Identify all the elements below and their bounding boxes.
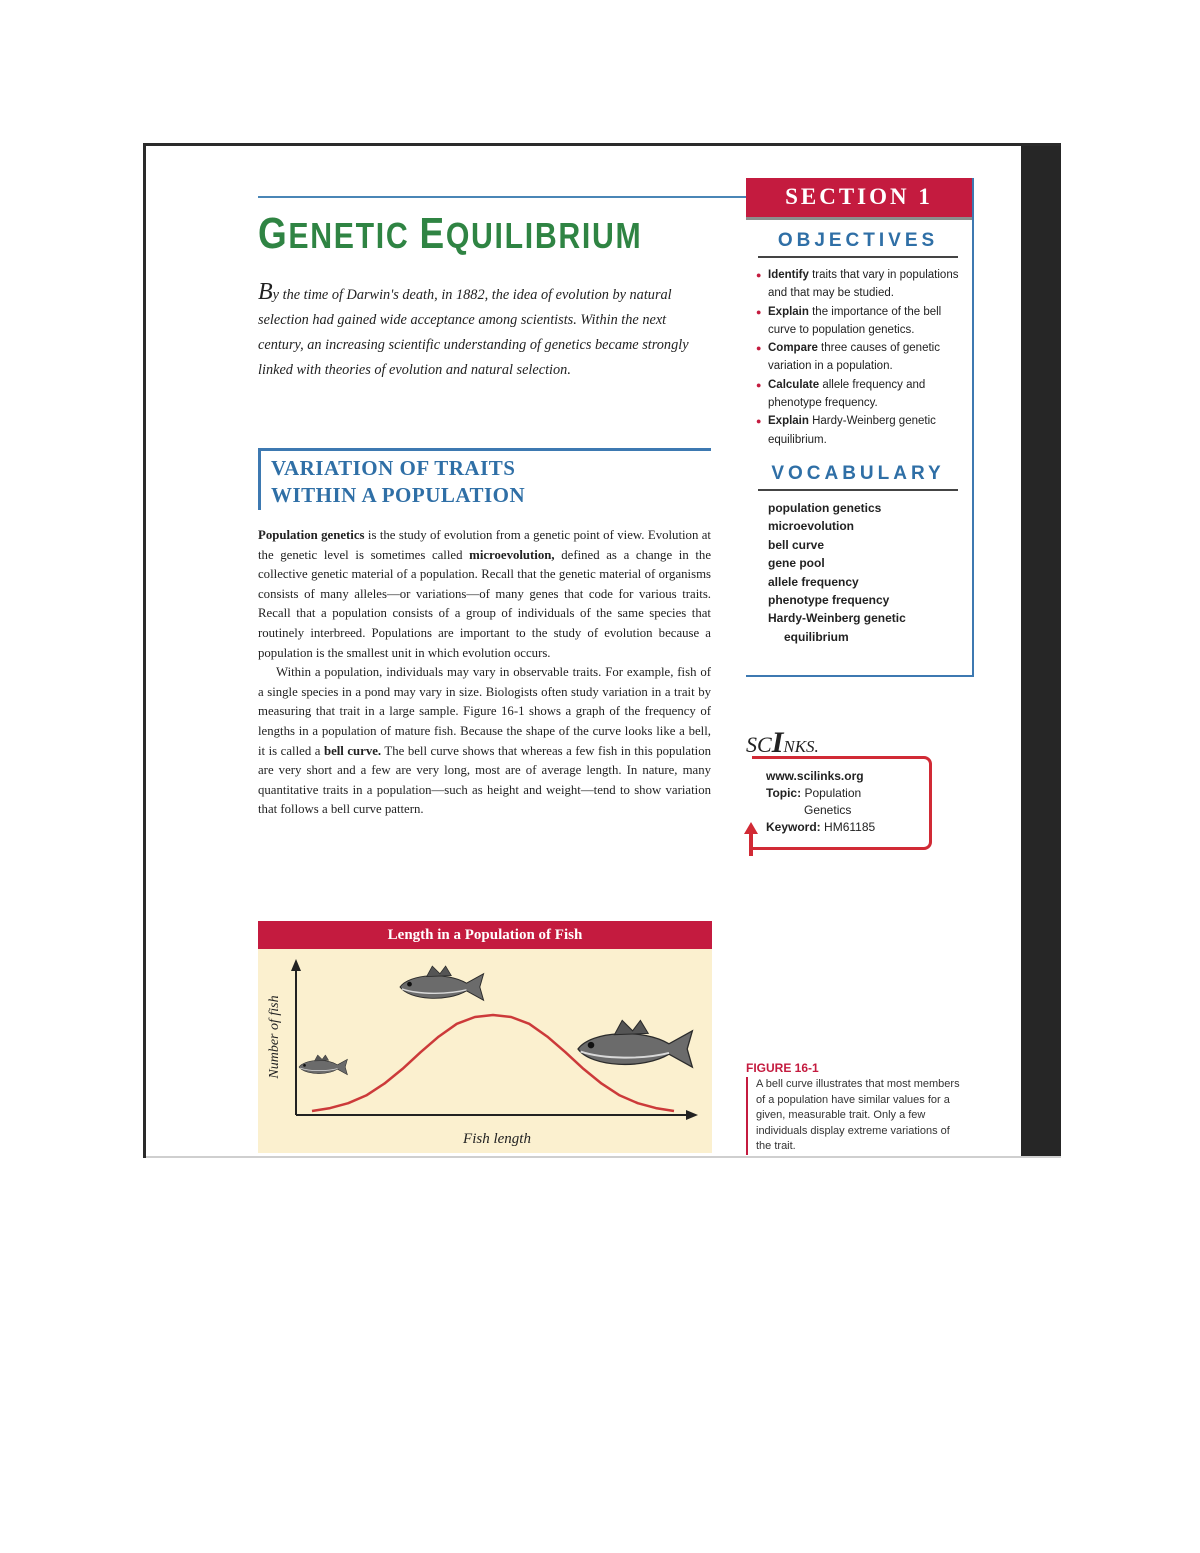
vocabulary-heading: VOCABULARY xyxy=(758,461,958,491)
intro-drop-letter: B xyxy=(258,279,273,305)
intro-paragraph: By the time of Darwin's death, in 1882, the idea of evolution by natural selection had gained wide acceptance among scientists. Within the next century, an increasing scientific understanding of genetics became strongly linked with theories of evolution and natural selection. xyxy=(258,279,689,378)
vocab-item: population genetics xyxy=(768,500,882,515)
vocab-item: Hardy-Weinberg genetic xyxy=(768,611,906,626)
body-paragraph-2: Within a population, individuals may vary in observable traits. For example, fish of a single species in a pond may vary in size. Biologists often study variation in a trait by measuring that trait in a large sample. Figure 16-1 shows a graph of the frequency of lengths in a population of mature fish. Because the shape of the curve looks like a bell, it is called a bell curve. The bell curve shows that whereas a few fish in this population are very short and a few are very long, most are of average length. In nature, many quantitative traits in a population—such as height and weight—tend to show variation that follows a bell curve pattern. xyxy=(258,665,711,817)
x-axis-arrow-icon xyxy=(686,1110,698,1120)
vocab-item: gene pool xyxy=(768,556,825,571)
body-paragraph-1: Population genetics is the study of evolution from a genetic point of view. Evolution at the genetic level is sometimes called microevolution, defined as a change in the collective genetic material of a population. Recall that the genetic material of organisms consists of many alleles—or variations—of many genes that code for various traits. Recall that a population consists of a group of individuals of the same species that routinely interbreed. Populations are important to the study of evolution because a population is the smallest unit in which evolution occurs. xyxy=(258,528,712,660)
scilinks-keyword: Keyword: HM61185 xyxy=(766,820,876,834)
objective-item: ● Compare three causes of genetic variation in a population. xyxy=(754,339,962,376)
objective-item: ● Explain Hardy-Weinberg genetic equilibrium. xyxy=(754,412,962,449)
fish-short-icon xyxy=(299,1055,347,1075)
term-population-genetics: Population genetics xyxy=(258,528,365,542)
objective-item: ● Explain the importance of the bell curve to population genetics. xyxy=(754,303,962,340)
arrow-up-icon xyxy=(744,822,758,856)
vocab-item: equilibrium xyxy=(784,629,849,644)
figure-label: FIGURE 16-1 xyxy=(746,1061,819,1075)
term-microevolution: microevolution, xyxy=(469,547,555,562)
vocab-item: microevolution xyxy=(768,519,855,534)
fish-long-icon xyxy=(578,1020,692,1067)
scilinks-topic: Topic: Population Genetics xyxy=(766,786,862,817)
page-bottom-rule xyxy=(146,1156,1061,1158)
body-text xyxy=(258,526,711,820)
scilinks-logo: SCINKS. xyxy=(746,726,819,759)
y-axis-arrow-icon xyxy=(291,959,301,971)
vocab-item: bell curve xyxy=(768,537,825,552)
figure-caption xyxy=(746,1061,960,1155)
figure-caption-text: A bell curve illustrates that most members of a population have similar values for a given, measurable trait. Only a few individuals display extreme variations of the trait. xyxy=(746,1077,960,1155)
objectives-list xyxy=(754,266,962,449)
section-banner: SECTION 1 xyxy=(746,178,972,220)
section-heading: VARIATION OF TRAITS WITHIN A POPULATION xyxy=(271,456,526,507)
scilinks-url[interactable]: www.scilinks.org xyxy=(766,769,864,783)
title-rule xyxy=(258,196,746,198)
objectives-heading: OBJECTIVES xyxy=(758,228,958,258)
vocab-item: phenotype frequency xyxy=(768,593,890,607)
figure-bell-curve xyxy=(258,921,712,1153)
page-edge-bar xyxy=(1021,146,1061,1158)
y-axis-label: Number of fish xyxy=(267,995,282,1079)
scilinks-details xyxy=(766,768,936,836)
fish-average-icon xyxy=(400,966,484,1000)
term-bell-curve: bell curve. xyxy=(323,743,382,758)
bell-curve-chart xyxy=(258,949,712,1153)
vocabulary-list xyxy=(768,499,962,646)
objective-item: ● Calculate allele frequency and phenotype frequency. xyxy=(754,376,962,413)
page-title: GENETIC EQUILIBRIUM xyxy=(258,209,643,258)
scilinks-box xyxy=(744,726,940,856)
section-sidebar xyxy=(746,178,974,677)
chart-title: Length in a Population of Fish xyxy=(258,921,712,949)
x-axis-label: Fish length xyxy=(463,1131,531,1147)
textbook-page xyxy=(143,143,1061,1158)
section-heading-box xyxy=(258,448,711,510)
objective-item: ● Identify traits that vary in populations and that may be studied. xyxy=(754,266,962,303)
vocab-item: allele frequency xyxy=(768,574,859,589)
